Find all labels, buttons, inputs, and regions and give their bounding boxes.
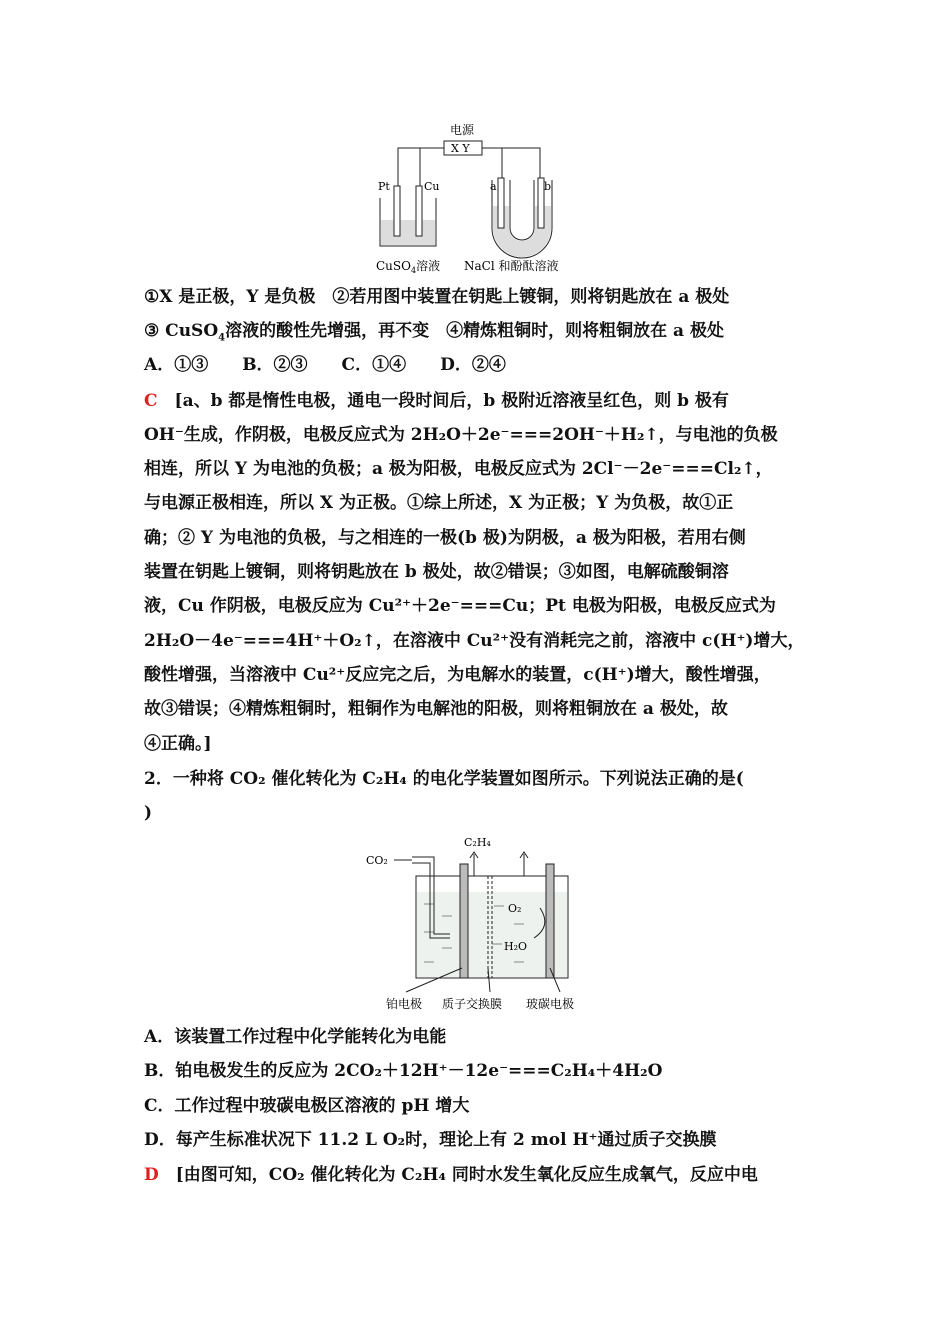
glassy-carbon-caption: 玻碳电极 <box>526 997 575 1011</box>
q1-explanation-line-9: 酸性增强，当溶液中 Cu²⁺反应完之后，为电解水的装置，c(H⁺)增大，酸性增强， <box>144 665 771 685</box>
q1-explanation-line-5: 确；② Y 为电池的负极，与之相连的一极(b 极)为阴极，a 极为阳极，若用右侧 <box>144 528 746 548</box>
pt-electrode-label: Pt <box>378 180 390 193</box>
q2-stem-line-2: ) <box>144 803 153 823</box>
xy-terminal-label: X Y <box>451 142 470 155</box>
beaker-solution-label: CuSO$_4$溶液 <box>376 259 441 275</box>
b-electrode-label: b <box>544 180 552 193</box>
q2-explanation-line-1: D [由图可知，CO₂ 催化转化为 C₂H₄ 同时水发生氧化反应生成氧气，反应中电 <box>144 1165 758 1185</box>
h2o-label: H₂O <box>504 940 528 953</box>
pt-electrode-caption: 铂电极 <box>386 997 423 1011</box>
q2-option-d: D．每产生标准状况下 11.2 L O₂时，理论上有 2 mol H⁺通过质子交换膜 <box>144 1130 717 1150</box>
q2-stem-line-1: 2．一种将 CO₂ 催化转化为 C₂H₄ 的电化学装置如图所示。下列说法正确的是( <box>144 769 744 789</box>
q1-options: A．①③ B．②③ C．①④ D．②④ <box>144 355 506 375</box>
power-source-label: 电源 <box>450 123 475 137</box>
electrolysis-figure-1 <box>370 118 590 278</box>
q1-explanation-line-1: C [a、b 都是惰性电极，通电一段时间后，b 极附近溶液呈红色，则 b 极有 <box>144 391 729 411</box>
q1-explanation-line-8: 2H₂O－4e⁻===4H⁺＋O₂↑，在溶液中 Cu²⁺没有消耗完之前，溶液中 c(H⁺)增大， <box>144 631 805 651</box>
q2-option-b: B．铂电极发生的反应为 2CO₂＋12H⁺－12e⁻===C₂H₄＋4H₂O <box>144 1061 663 1081</box>
cu-electrode-label: Cu <box>424 180 440 193</box>
co2-conversion-figure <box>364 834 594 1012</box>
a-electrode-label: a <box>490 180 497 193</box>
co2-label: CO₂ <box>366 854 388 867</box>
q1-explanation-line-6: 装置在钥匙上镀铜，则将钥匙放在 b 极处，故②错误；③如图，电解硫酸铜溶 <box>144 562 729 582</box>
c2h4-label: C₂H₄ <box>464 836 491 849</box>
q1-statement-2: ③ CuSO$_4$溶液的酸性先增强，再不变 ④精炼粗铜时，则将粗铜放在 a 极处 <box>144 321 724 344</box>
q2-option-c: C．工作过程中玻碳电极区溶液的 pH 增大 <box>144 1096 470 1116</box>
q1-explanation-line-10: 故③错误；④精炼粗铜时，粗铜作为电解池的阳极，则将粗铜放在 a 极处，故 <box>144 699 728 719</box>
q1-explanation-line-3: 相连，所以 Y 为电池的负极；a 极为阳极，电极反应式为 2Cl⁻－2e⁻===Cl₂↑， <box>144 459 773 479</box>
utube-solution-label: NaCl 和酚酞溶液 <box>464 259 559 273</box>
q1-explanation-line-7: 液，Cu 作阴极，电极反应为 Cu²⁺＋2e⁻===Cu；Pt 电极为阳极，电极反应式为 <box>144 596 776 616</box>
q2-option-a: A．该装置工作过程中化学能转化为电能 <box>144 1027 447 1047</box>
o2-label: O₂ <box>508 902 522 915</box>
q1-explanation-line-11: ④正确。] <box>144 734 212 754</box>
q1-statement-1: ①X 是正极，Y 是负极 ②若用图中装置在钥匙上镀铜，则将钥匙放在 a 极处 <box>144 287 730 307</box>
membrane-caption: 质子交换膜 <box>442 997 503 1011</box>
q1-explanation-line-2: OH⁻生成，作阴极，电极反应式为 2H₂O＋2e⁻===2OH⁻＋H₂↑，与电池的负极 <box>144 425 778 445</box>
q1-explanation-line-4: 与电源正极相连，所以 X 为正极。①综上所述，X 为正极；Y 为负极，故①正 <box>144 493 734 513</box>
